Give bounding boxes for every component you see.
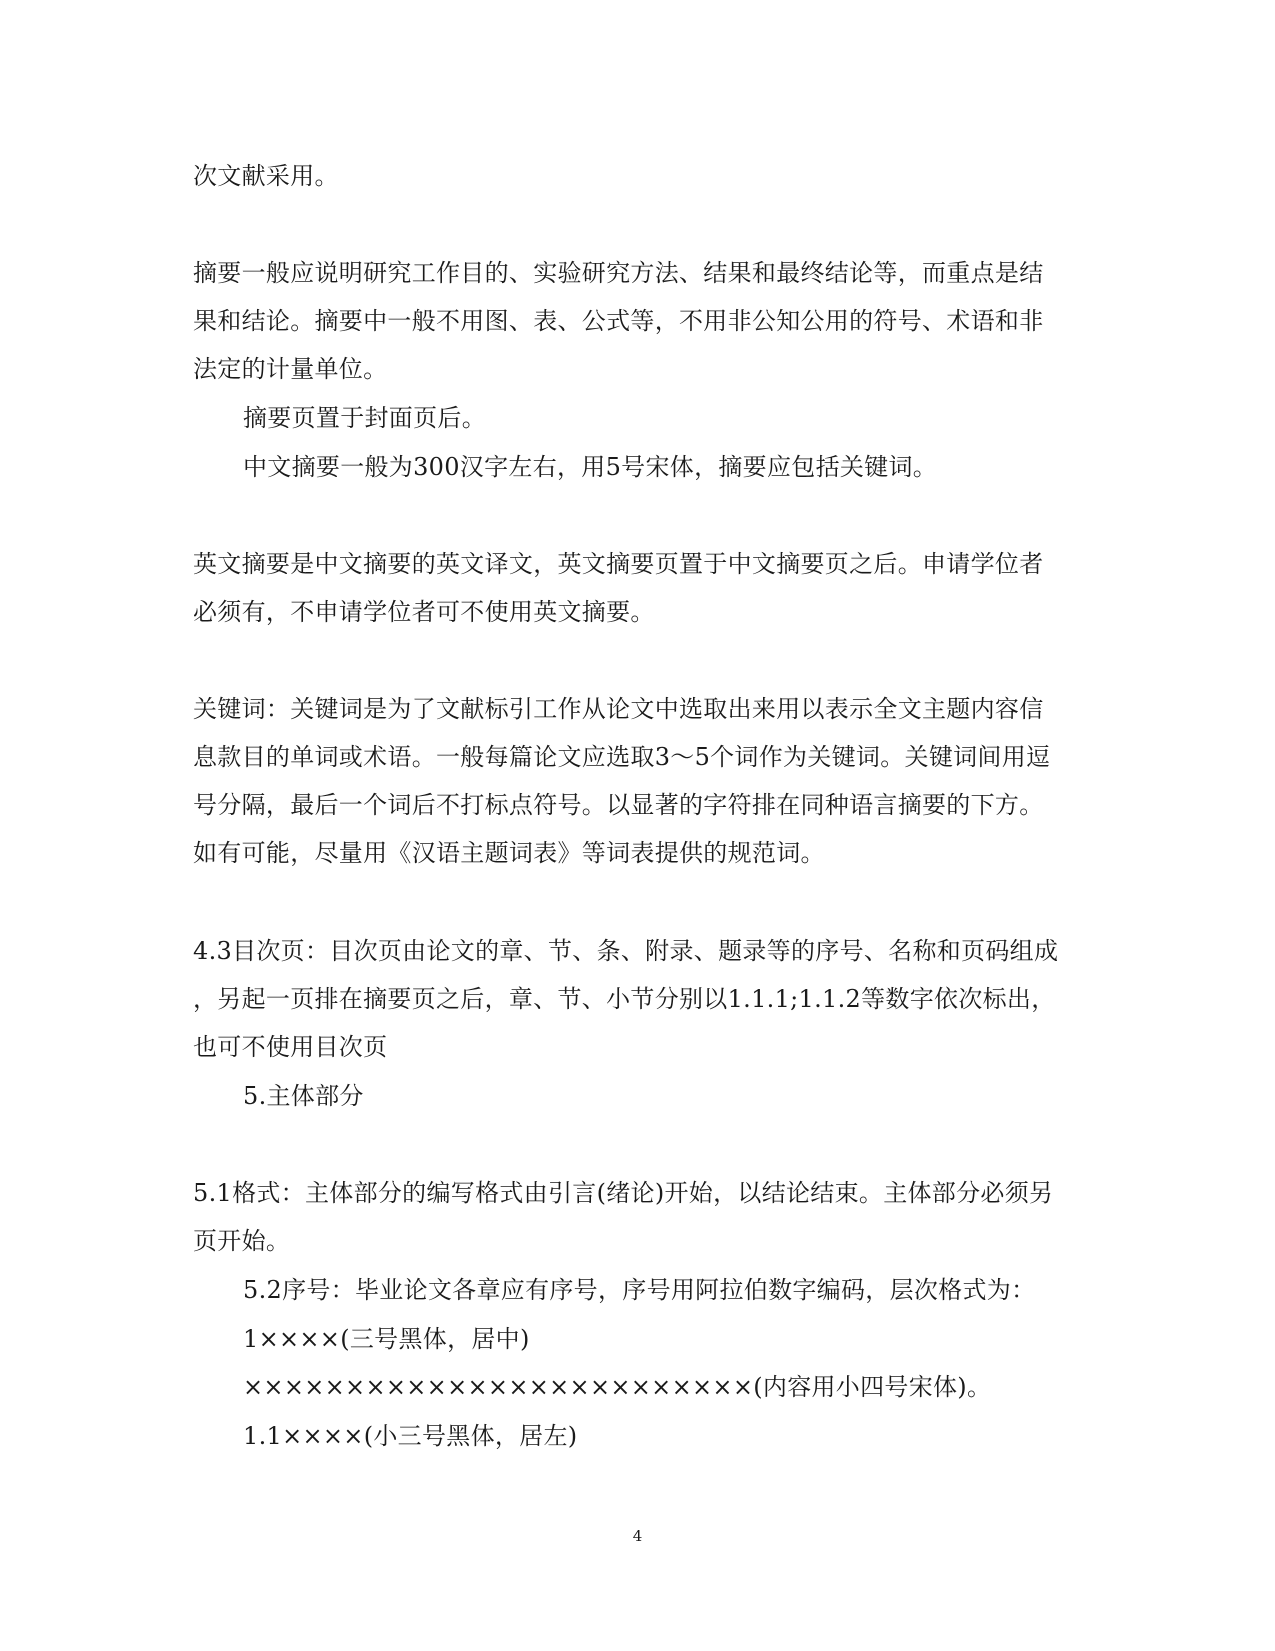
- text-line: 1.1××××(小三号黑体，居左): [243, 1422, 578, 1450]
- text-line: 1××××(三号黑体，居中): [243, 1325, 530, 1353]
- text-line: 必须有，不申请学位者可不使用英文摘要。: [193, 598, 655, 626]
- page-number: 4: [632, 1527, 643, 1545]
- text-line: 4.3目次页：目次页由论文的章、节、条、附录、题录等的序号、名称和页码组成: [193, 937, 1059, 965]
- text-line: 5.2序号：毕业论文各章应有序号，序号用阿拉伯数字编码，层次格式为：: [243, 1276, 1036, 1304]
- text-line: 果和结论。摘要中一般不用图、表、公式等，不用非公知公用的符号、术语和非: [193, 307, 1044, 335]
- text-line: 如有可能，尽量用《汉语主题词表》等词表提供的规范词。: [193, 839, 825, 867]
- text-line: 5.1格式：主体部分的编写格式由引言(绪论)开始，以结论结束。主体部分必须另: [193, 1179, 1054, 1207]
- text-line: ，另起一页排在摘要页之后，章、节、小节分别以1.1.1;1.1.2等数字依次标出，: [193, 985, 1056, 1013]
- text-line: 页开始。: [193, 1227, 291, 1255]
- text-line: 摘要页置于封面页后。: [243, 404, 486, 432]
- text-line: 中文摘要一般为300汉字左右，用5号宋体，摘要应包括关键词。: [243, 453, 938, 481]
- text-line: 摘要一般应说明研究工作目的、实验研究方法、结果和最终结论等，而重点是结: [193, 259, 1044, 287]
- text-line: ×××××××××××××××××××××××××(内容用小四号宋体)。: [243, 1373, 992, 1401]
- text-line: 关键词：关键词是为了文献标引工作从论文中选取出来用以表示全文主题内容信: [193, 695, 1044, 723]
- text-line: 号分隔，最后一个词后不打标点符号。以显著的字符排在同种语言摘要的下方。: [193, 791, 1044, 819]
- text-line: 5.主体部分: [243, 1082, 364, 1110]
- text-line: 也可不使用目次页: [193, 1033, 388, 1061]
- text-line: 次文献采用。: [193, 162, 339, 190]
- text-line: 息款目的单词或术语。一般每篇论文应选取3～5个词作为关键词。关键词间用逗: [193, 743, 1051, 771]
- text-line: 法定的计量单位。: [193, 355, 388, 383]
- text-line: 英文摘要是中文摘要的英文译文，英文摘要页置于中文摘要页之后。申请学位者: [193, 550, 1044, 578]
